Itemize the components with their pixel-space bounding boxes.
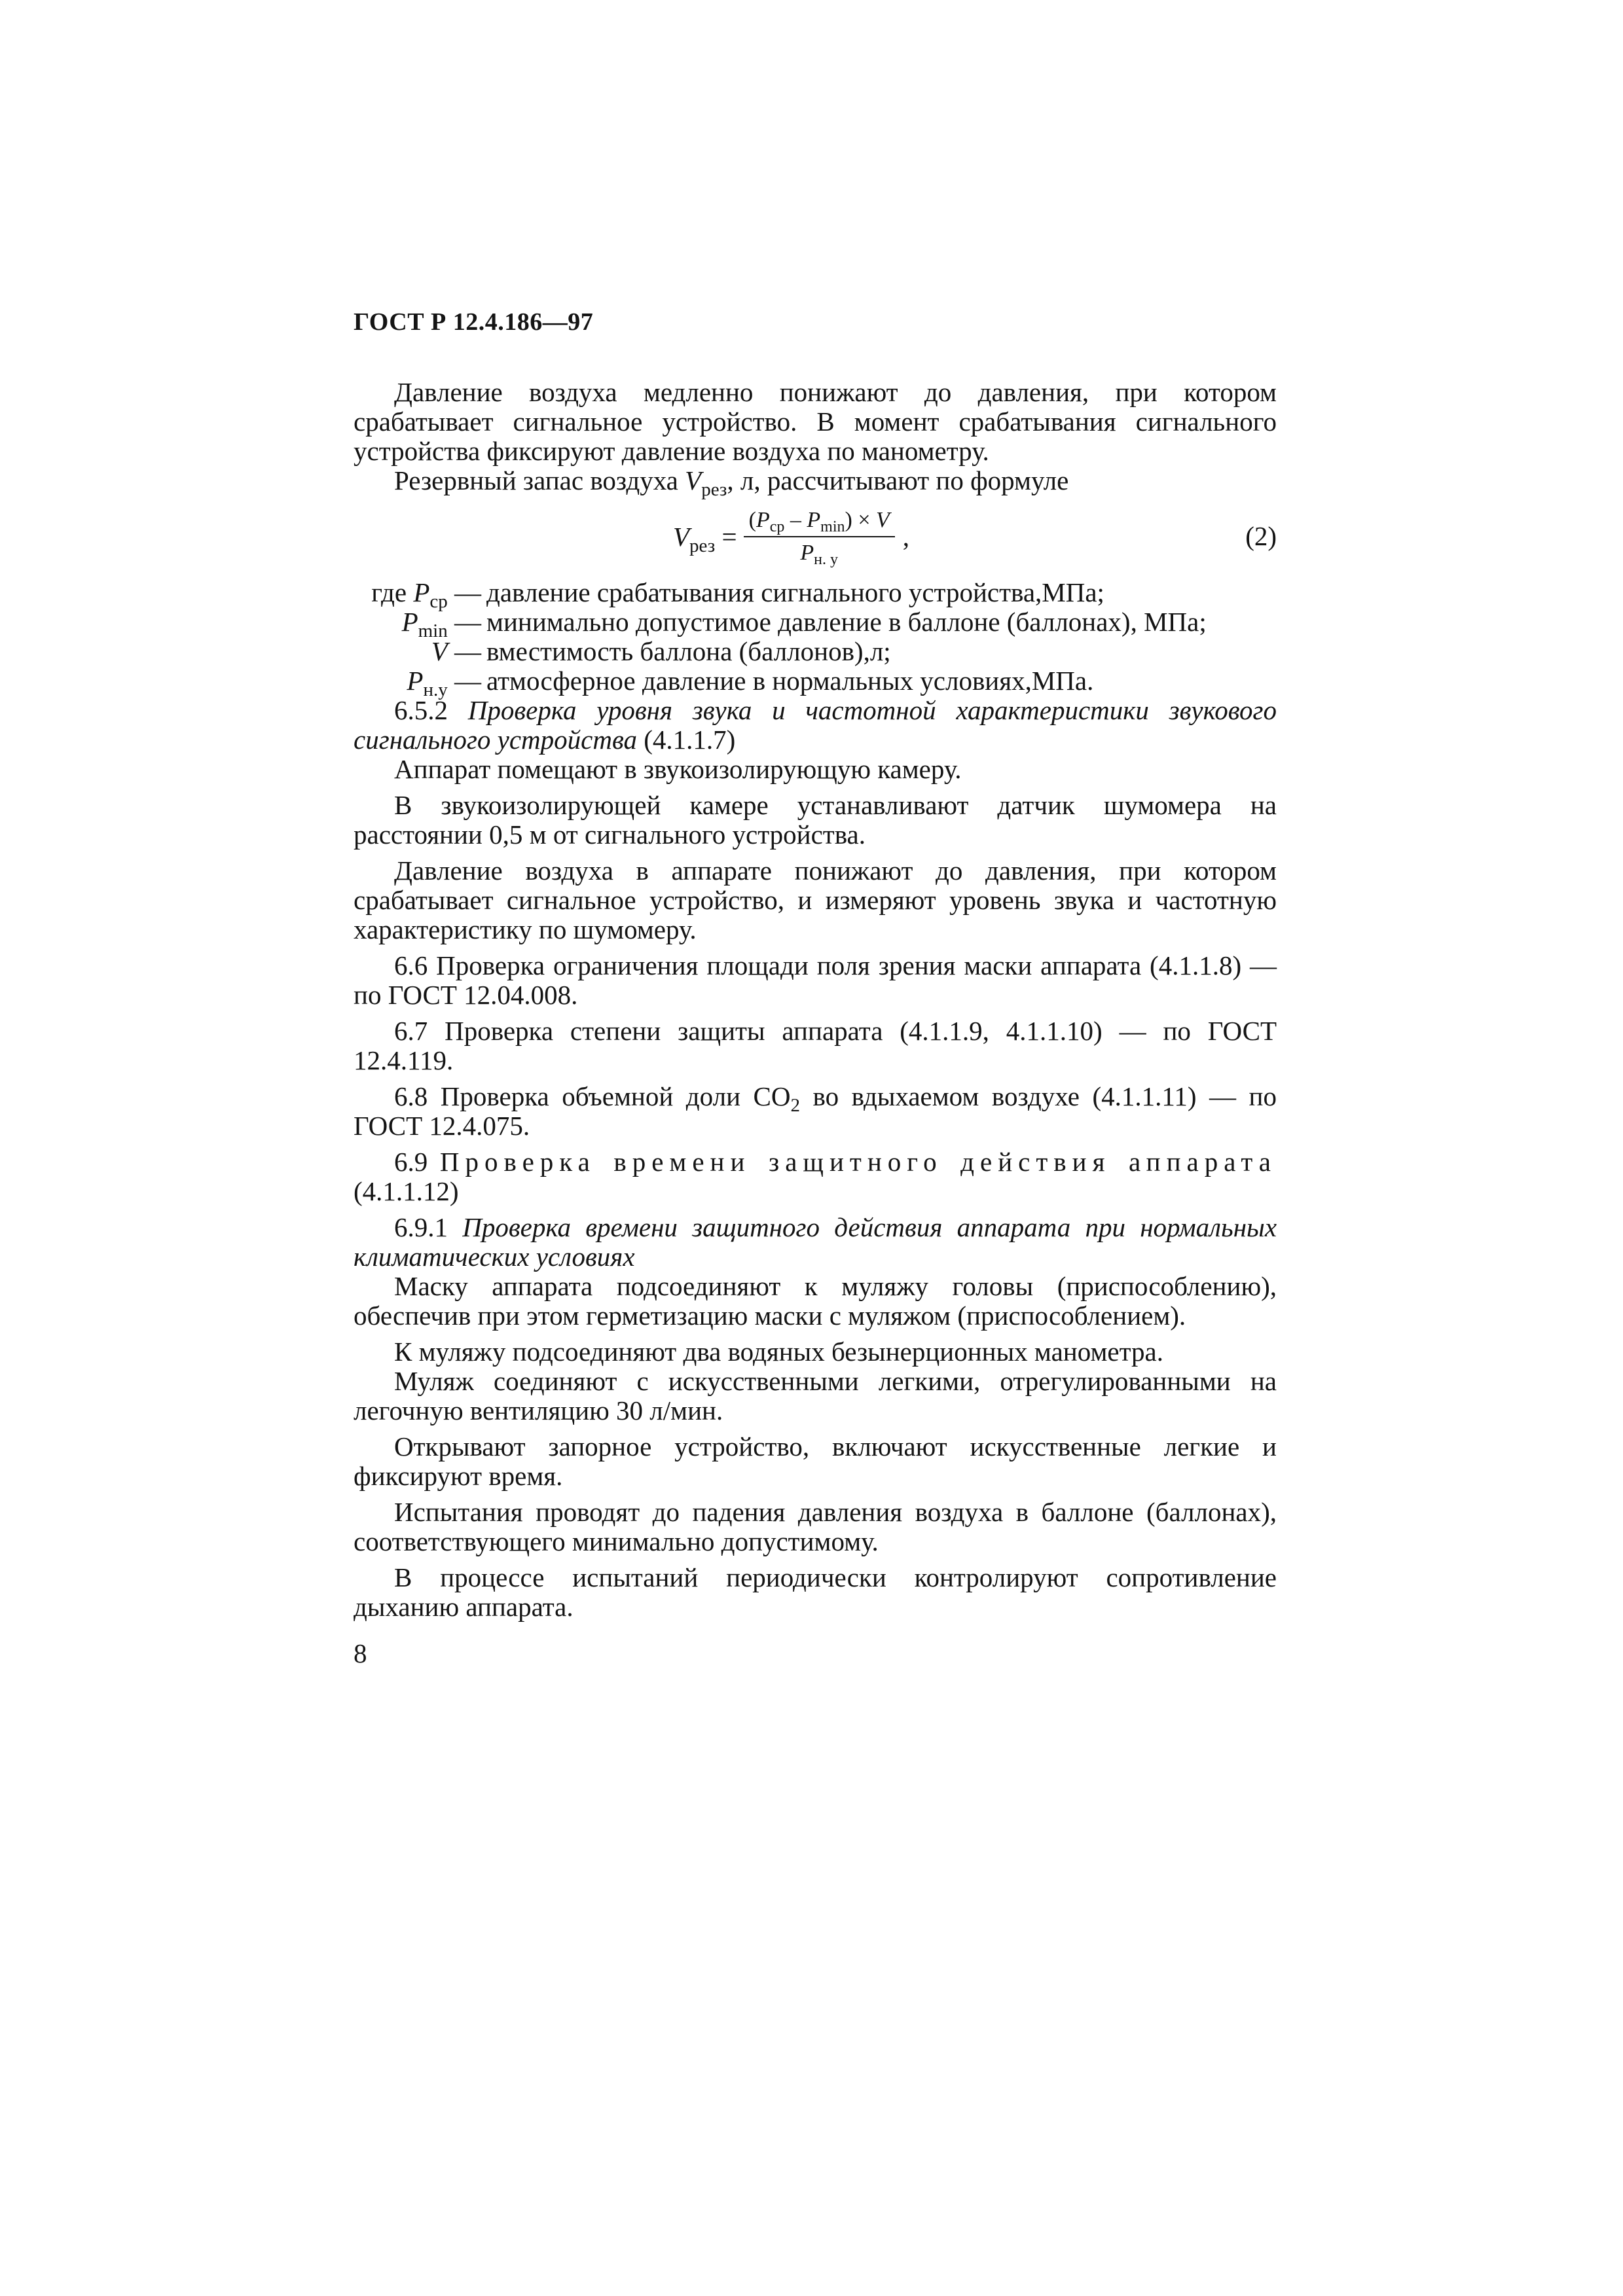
where-symbol	[354, 666, 486, 700]
formula-numerator	[744, 507, 895, 537]
section-ref: (4.1.1.12)	[354, 1176, 459, 1206]
numerator-p2-sub: min	[820, 518, 845, 535]
section-number: 6.9	[394, 1147, 440, 1177]
reserve-text-before: Резервный запас воздуха	[394, 465, 685, 495]
where-symbol	[354, 607, 486, 641]
numerator-open: (	[748, 508, 756, 532]
where-sub: ср	[429, 591, 448, 612]
formula-lhs-sub: рез	[689, 535, 716, 556]
where-sub: min	[418, 620, 448, 641]
section-title: Проверка уровня звука и частотной характеристики звукового сигнального устройства	[354, 695, 1277, 755]
reserve-text-after: , л, рассчитывают по формуле	[727, 465, 1069, 495]
where-definition: давление срабатывания сигнального устройства,МПа;	[486, 577, 1104, 607]
where-symbol	[354, 637, 486, 666]
paragraph: Аппарат помещают в звукоизолирующую камеру.	[394, 754, 962, 784]
numerator-minus: –	[784, 508, 807, 532]
numerator-p2: P	[807, 508, 821, 532]
section-title: Проверка времени защитного действия аппарата при нормальных климатических условиях	[354, 1212, 1277, 1272]
paragraph: Муляж соединяют с искусственными легкими, отрегулированными на легочную вентиляцию 30 л/мин.	[354, 1366, 1277, 1426]
section-title: Проверка времени защитного действия аппарата	[439, 1147, 1277, 1177]
formula	[673, 498, 909, 575]
where-symbol	[354, 577, 486, 612]
section-text: 6.8 Проверка объемной доли СО	[394, 1081, 791, 1111]
section-6-9-1-heading	[354, 1213, 1277, 1272]
formula-denominator	[800, 537, 838, 566]
section-6-5-2-heading	[354, 696, 1277, 755]
where-sym: P	[407, 666, 424, 696]
where-dash: —	[447, 577, 481, 607]
page-number: 8	[354, 1638, 367, 1668]
formula-number: (2)	[1245, 521, 1277, 551]
formula-fraction	[744, 507, 895, 566]
paragraph: В звукоизолирующей камере устанавливают датчик шумомера на расстоянии 0,5 м от сигнального устройства.	[354, 790, 1277, 850]
section-number: 6.9.1	[394, 1212, 463, 1242]
paragraph: К муляжу подсоединяют два водяных безынерционных манометра.	[394, 1336, 1163, 1367]
where-definition: минимально допустимое давление в баллоне (баллонах), МПа;	[486, 607, 1207, 637]
section-ref: (4.1.1.7)	[636, 725, 736, 755]
paragraph: Маску аппарата подсоединяют к муляжу головы (приспособлению), обеспечив при этом герметизацию маски с муляжом (приспособлением).	[354, 1271, 1277, 1331]
reserve-paragraph	[354, 465, 1277, 500]
where-prefix: где	[371, 577, 414, 607]
where-dash: —	[447, 607, 481, 637]
section-subscript: 2	[790, 1095, 801, 1116]
where-dash: —	[447, 636, 481, 666]
where-sym: P	[401, 607, 418, 637]
formula-lhs	[673, 521, 737, 556]
section-6-7: 6.7 Проверка степени защиты аппарата (4.1.1.9, 4.1.1.10) — по ГОСТ 12.4.119.	[354, 1016, 1277, 1075]
formula-comma: ,	[902, 521, 910, 552]
where-definition: вместимость баллона (баллонов),л;	[486, 636, 891, 666]
formula-block	[354, 498, 1277, 575]
section-number: 6.5.2	[394, 695, 468, 725]
section-6-9-heading	[354, 1147, 1277, 1206]
numerator-p1: P	[756, 508, 770, 532]
paragraph: Давление воздуха медленно понижают до давления, при котором срабатывает сигнальное устройство. В момент срабатывания сигнального устройства фиксируют давление воздуха по манометру.	[354, 377, 1277, 466]
paragraph: Давление воздуха в аппарате понижают до давления, при котором срабатывает сигнальное устройство, и измеряют уровень звука и частотную характеристику по шумомеру.	[354, 855, 1277, 944]
numerator-v: V	[876, 508, 890, 532]
document-page	[354, 308, 1277, 1668]
section-6-8	[354, 1082, 1277, 1141]
where-sub: н.у	[423, 679, 448, 700]
reserve-var: V	[685, 465, 702, 495]
paragraph: В процессе испытаний периодически контролируют сопротивление дыханию аппарата.	[354, 1562, 1277, 1622]
where-definition: атмосферное давление в нормальных условиях,МПа.	[486, 666, 1094, 696]
reserve-var-sub: рез	[701, 479, 727, 500]
paragraph: Испытания проводят до падения давления воздуха в баллоне (баллонах), соответствующего минимально допустимому.	[354, 1497, 1277, 1556]
where-list	[354, 577, 1277, 700]
denominator-sub: н. у	[814, 551, 838, 568]
where-sym: V	[431, 636, 448, 666]
paragraph: Открывают запорное устройство, включают искусственные легкие и фиксируют время.	[354, 1431, 1277, 1491]
section-6-6: 6.6 Проверка ограничения площади поля зрения маски аппарата (4.1.1.8) — по ГОСТ 12.04.008.	[354, 950, 1277, 1010]
document-header: ГОСТ Р 12.4.186—97	[354, 308, 594, 336]
numerator-p1-sub: ср	[769, 518, 785, 535]
section-text: во вдыхаемом воздухе (4.1.1.11) — по ГОСТ 12.4.075.	[354, 1081, 1277, 1141]
numerator-close: ) ×	[845, 508, 876, 532]
formula-equals: =	[715, 521, 737, 552]
denominator-p: P	[800, 541, 814, 565]
where-dash: —	[447, 666, 481, 696]
where-sym: P	[413, 577, 430, 607]
formula-lhs-var: V	[673, 521, 690, 552]
